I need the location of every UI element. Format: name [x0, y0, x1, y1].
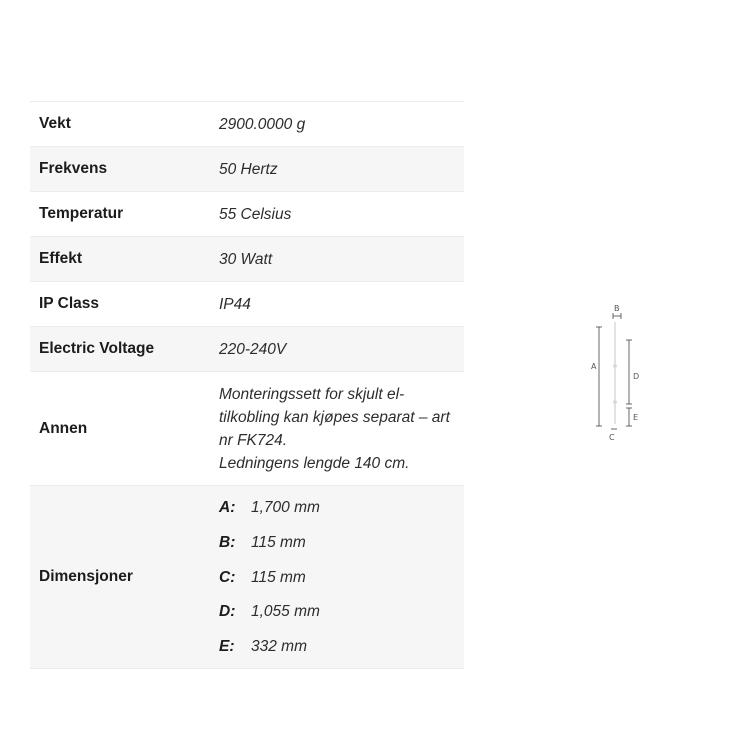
spec-row-frequency [30, 147, 464, 192]
spec-label: IP Class [30, 282, 218, 327]
dimension-key: D: [219, 603, 236, 621]
spec-row-voltage [30, 327, 464, 372]
spec-value: 50 Hertz [218, 147, 464, 192]
spec-label: Temperatur [30, 192, 218, 237]
lamp-outline [614, 322, 616, 424]
dimension-key: B: [219, 533, 236, 551]
spec-row-other [30, 372, 464, 486]
specifications-table [30, 101, 464, 669]
dimension-key: E: [219, 637, 235, 655]
dimension-e-label: E [633, 413, 639, 422]
spec-row-power [30, 237, 464, 282]
spec-row-weight [30, 102, 464, 147]
dimensions-list [218, 486, 464, 669]
dimension-a-label: A [591, 362, 597, 371]
spec-value: 220-240V [218, 327, 464, 372]
spec-label: Electric Voltage [30, 327, 218, 372]
spec-label: Annen [30, 372, 218, 486]
spec-label: Frekvens [30, 147, 218, 192]
other-line: Monteringssett for skjult el- [219, 385, 405, 403]
spec-value: 2900.0000 g [218, 102, 464, 147]
spec-row-dimensions [30, 486, 464, 669]
other-line: Ledningens lengde 140 cm. [219, 454, 410, 472]
dimension-item [219, 560, 462, 595]
dimension-value: 1,055 mm [251, 603, 320, 621]
dimension-key: C: [219, 568, 236, 586]
dimension-key: A: [219, 499, 236, 517]
spec-value [218, 372, 464, 486]
spec-value: 55 Celsius [218, 192, 464, 237]
dimension-value: 1,700 mm [251, 499, 320, 517]
dimension-item [219, 525, 462, 560]
spec-value: IP44 [218, 282, 464, 327]
spec-row-ip-class [30, 282, 464, 327]
dimension-item [219, 629, 462, 664]
dimension-value: 115 mm [251, 568, 306, 586]
dimension-item [219, 491, 462, 526]
spec-value: 30 Watt [218, 237, 464, 282]
other-line: tilkobling kan kjøpes separat – art [219, 408, 450, 426]
dimension-d-label: D [633, 372, 640, 381]
dimension-value: 332 mm [251, 637, 307, 655]
dimension-value: 115 mm [251, 533, 306, 551]
dimension-c-label: C [609, 433, 615, 442]
spec-row-temperature [30, 192, 464, 237]
dimension-drawing [585, 302, 645, 447]
other-line: nr FK724. [219, 431, 288, 449]
dimension-item [219, 594, 462, 629]
spec-label: Vekt [30, 102, 218, 147]
spec-label: Dimensjoner [30, 486, 218, 669]
dimension-b-label: B [614, 304, 620, 313]
spec-label: Effekt [30, 237, 218, 282]
